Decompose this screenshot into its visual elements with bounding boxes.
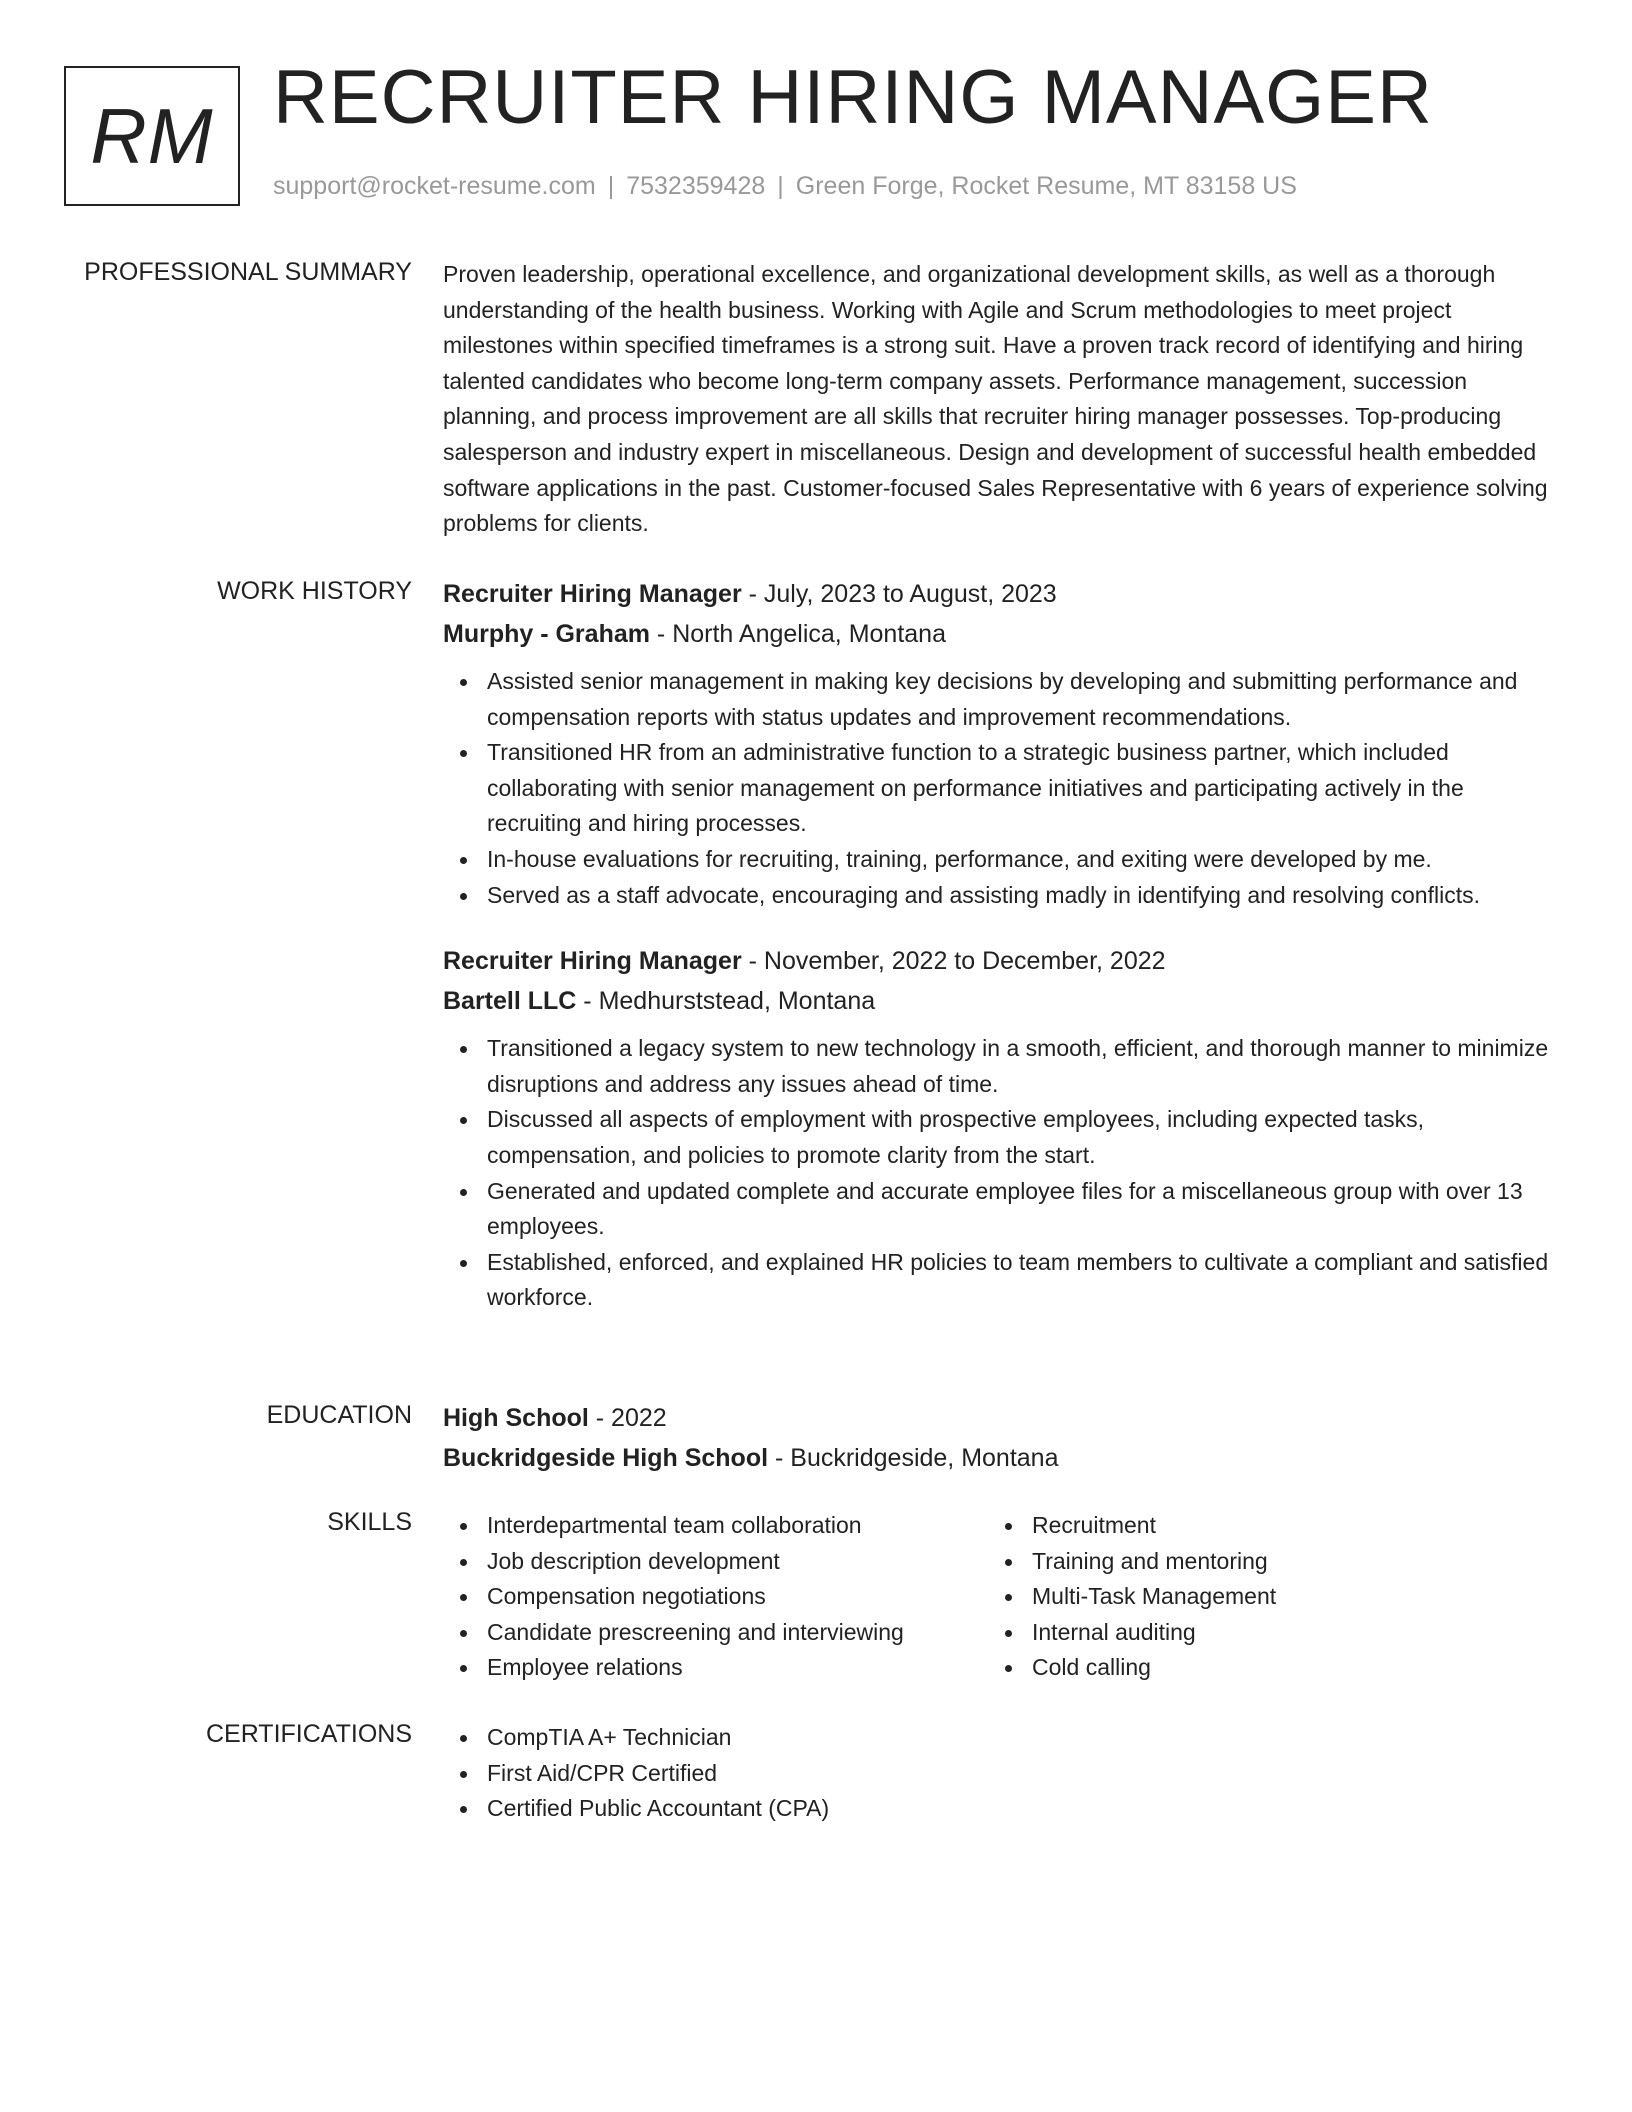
job-duty-item: Transitioned a legacy system to new technology in a smooth, efficient, and thorough manner to minimize disruptions and address any issues ahead of time. <box>487 1031 1563 1102</box>
job-company: Murphy - Graham <box>443 620 650 648</box>
skills-list-left <box>443 1508 988 1686</box>
certification-item: First Aid/CPR Certified <box>487 1756 1563 1792</box>
job-duties-list <box>443 664 1563 913</box>
job-title: Recruiter Hiring Manager <box>443 580 742 608</box>
contact-separator: | <box>607 172 615 200</box>
job-duty-item: Assisted senior management in making key decisions by developing and submitting performance and compensation reports with status updates and improvement recommendations. <box>487 664 1563 735</box>
skill-item: Employee relations <box>487 1650 988 1686</box>
skill-item: Interdepartmental team collaboration <box>487 1508 988 1544</box>
certifications-heading: CERTIFICATIONS <box>205 1720 412 1748</box>
job-title-line <box>443 574 1563 614</box>
education-school: Buckridgeside High School <box>443 1444 769 1472</box>
job-duties-list <box>443 1031 1563 1316</box>
contact-line <box>273 172 1297 201</box>
contact-email: support@rocket-resume.com <box>273 172 596 200</box>
skill-item: Internal auditing <box>1032 1615 1488 1651</box>
job-duty-item: In-house evaluations for recruiting, training, performance, and exiting were developed by me. <box>487 842 1563 878</box>
summary-text: Proven leadership, operational excellence, and organizational development skills, as well as a thorough understanding of the health business. Working with Agile and Scrum methodologies to meet project milestones within specified timeframes is a strong suit. Have a proven track record of identifying and hiring talented candidates who become long-term company assets. Performance management, succession planning, and process improvement are all skills that recruiter hiring manager possesses. Top-producing salesperson and industry expert in miscellaneous. Design and development of successful health embedded software applications in the past. Customer-focused Sales Representative with 6 years of experience solving problems for clients. <box>443 261 1548 537</box>
certifications-list <box>443 1720 1563 1827</box>
job-entry <box>443 574 1563 913</box>
skill-item: Multi-Task Management <box>1032 1579 1488 1615</box>
monogram-box <box>64 66 240 206</box>
job-company-line <box>443 981 1563 1021</box>
job-location: - North Angelica, Montana <box>649 620 946 648</box>
certification-item: CompTIA A+ Technician <box>487 1720 1563 1756</box>
contact-address: Green Forge, Rocket Resume, MT 83158 US <box>795 172 1297 200</box>
job-duty-item: Generated and updated complete and accurate employee files for a miscellaneous group with over 13 employees. <box>487 1174 1563 1245</box>
job-company: Bartell LLC <box>443 987 577 1016</box>
education-year: - 2022 <box>588 1404 667 1432</box>
job-dates: - November, 2022 to December, 2022 <box>741 947 1166 976</box>
monogram-initials: RM <box>90 91 214 180</box>
education-school-line <box>443 1438 1563 1478</box>
contact-separator: | <box>777 172 784 200</box>
skill-item: Recruitment <box>1032 1508 1488 1544</box>
certification-item: Certified Public Accountant (CPA) <box>487 1791 1563 1827</box>
summary-heading: PROFESSIONAL SUMMARY <box>84 258 412 286</box>
education-location: - Buckridgeside, Montana <box>768 1444 1059 1472</box>
job-entry <box>443 941 1563 1316</box>
contact-phone: 7532359428 <box>626 172 766 200</box>
education-degree-line <box>443 1398 1563 1438</box>
skills-list-right <box>988 1508 1488 1686</box>
skill-item: Compensation negotiations <box>487 1579 988 1615</box>
job-title-line <box>443 941 1563 981</box>
job-duty-item: Served as a staff advocate, encouraging and assisting madly in identifying and resolving conflicts. <box>487 878 1563 914</box>
work-history-heading: WORK HISTORY <box>217 577 412 605</box>
skill-item: Job description development <box>487 1544 988 1580</box>
job-duty-item: Transitioned HR from an administrative function to a strategic business partner, which included collaborating with senior management on performance initiatives and participating actively in the recruiting and hiring processes. <box>487 735 1563 842</box>
skill-item: Training and mentoring <box>1032 1544 1488 1580</box>
job-location: - Medhurststead, Montana <box>576 987 876 1016</box>
skills-heading: SKILLS <box>327 1508 412 1536</box>
skill-item: Candidate prescreening and interviewing <box>487 1615 988 1651</box>
education-heading: EDUCATION <box>266 1401 412 1429</box>
candidate-name: RECRUITER HIRING MANAGER <box>273 55 1433 140</box>
job-company-line <box>443 614 1563 654</box>
skill-item: Cold calling <box>1032 1650 1488 1686</box>
job-title: Recruiter Hiring Manager <box>443 947 742 976</box>
education-degree: High School <box>443 1404 589 1432</box>
job-duty-item: Established, enforced, and explained HR policies to team members to cultivate a compliant and satisfied workforce. <box>487 1245 1563 1316</box>
job-dates: - July, 2023 to August, 2023 <box>741 580 1057 608</box>
job-duty-item: Discussed all aspects of employment with prospective employees, including expected tasks, compensation, and policies to promote clarity from the start. <box>487 1102 1563 1173</box>
